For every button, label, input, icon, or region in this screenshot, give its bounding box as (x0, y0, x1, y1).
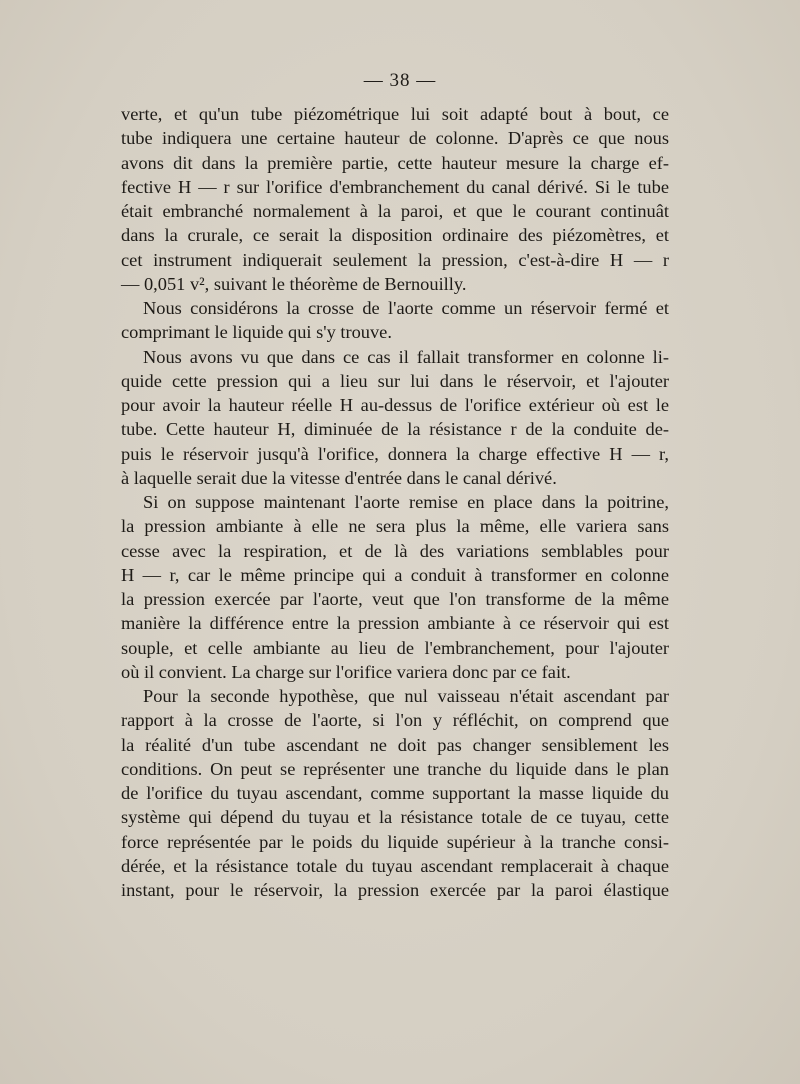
text-line: tube. Cette hauteur H, diminuée de la résistance r de la conduite de- (121, 419, 669, 440)
text-line: rapport à la crosse de l'aorte, si l'on y réfléchit, on comprend que (121, 710, 669, 731)
text-line: système qui dépend du tuyau et la résistance totale de ce tuyau, cette (121, 807, 669, 828)
text-line: était embranché normalement à la paroi, et que le courant continuât (121, 201, 669, 221)
paragraph-first-line: Nous avons vu que dans ce cas il fallait transformer en colonne li- (143, 346, 669, 367)
text-line: souple, et celle ambiante au lieu de l'embranchement, pour l'ajouter (121, 637, 669, 658)
text-line: à laquelle serait due la vitesse d'entrée dans le canal dérivé. (121, 467, 557, 488)
text-line: H — r, car le même principe qui a conduit à transformer en colonne (121, 564, 669, 585)
text-line: conditions. On peut se représenter une tranche du liquide dans le plan (121, 758, 669, 779)
text-line: dérée, et la résistance totale du tuyau ascendant remplacerait à chaque (121, 855, 669, 876)
text-line: quide cette pression qui a lieu sur lui dans le réservoir, et l'ajouter (121, 370, 669, 391)
text-line: la pression ambiante à elle ne sera plus la même, elle variera sans (121, 516, 669, 537)
text-line: où il convient. La charge sur l'orifice variera donc par ce fait. (121, 661, 571, 682)
text-line: pour avoir la hauteur réelle H au-dessus de l'orifice extérieur où est le (121, 395, 669, 415)
text-line: tube indiquera une certaine hauteur de colonne. D'après ce que nous (121, 128, 669, 149)
text-line: cesse avec la respiration, et de là des variations semblables pour (121, 540, 669, 561)
paragraph-first-line: Pour la seconde hypothèse, que nul vaisseau n'était ascendant par (143, 686, 669, 706)
text-line: manière la différence entre la pression ambiante à ce réservoir qui est (121, 613, 669, 634)
text-line: avons dit dans la première partie, cette hauteur mesure la charge ef- (121, 152, 669, 173)
text-line: dans la crurale, ce serait la disposition ordinaire des piézomètres, et (121, 225, 669, 246)
paragraph-first-line: Nous considérons la crosse de l'aorte comme un réservoir fermé et (143, 298, 669, 318)
text-line: puis le réservoir jusqu'à l'orifice, donnera la charge effective H — r, (121, 443, 669, 464)
paragraph-first-line: Si on suppose maintenant l'aorte remise en place dans la poitrine, (143, 492, 669, 512)
text-line: comprimant le liquide qui s'y trouve. (121, 322, 392, 343)
text-line: de l'orifice du tuyau ascendant, comme supportant la masse liquide du (121, 783, 669, 803)
text-line: — 0,051 v², suivant le théorème de Bernouilly. (121, 273, 467, 294)
text-line: fective H — r sur l'orifice d'embranchement du canal dérivé. Si le tube (121, 176, 669, 197)
text-line: cet instrument indiquerait seulement la pression, c'est-à-dire H — r (121, 249, 669, 270)
text-line: force représentée par le poids du liquide supérieur à la tranche consi- (121, 831, 669, 852)
text-line: la réalité d'un tube ascendant ne doit pas changer sensiblement les (121, 734, 669, 755)
text-line: instant, pour le réservoir, la pression exercée par la paroi élastique (121, 880, 669, 900)
text-line: verte, et qu'un tube piézométrique lui soit adapté bout à bout, ce (121, 104, 669, 124)
text-line: la pression exercée par l'aorte, veut que l'on transforme de la même (121, 589, 669, 609)
page-number: — 38 — (363, 70, 437, 91)
body-text (121, 102, 669, 902)
